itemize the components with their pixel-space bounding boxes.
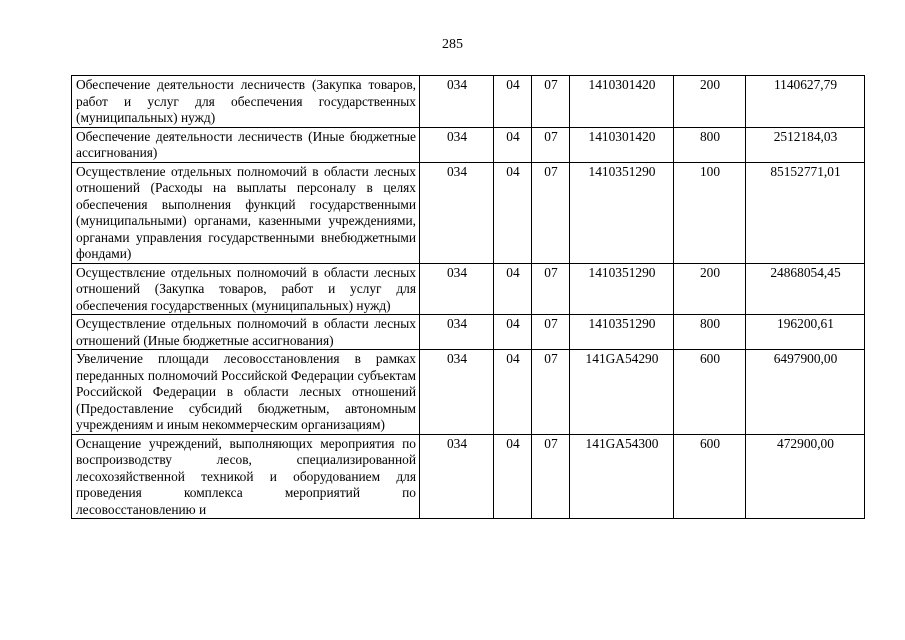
row-target-article: 1410351290 <box>570 315 674 350</box>
row-subsection-code: 07 <box>532 76 570 128</box>
row-amount: 85152771,01 <box>746 162 865 263</box>
row-grbs-code: 034 <box>420 162 494 263</box>
table-row <box>72 315 865 350</box>
row-grbs-code: 034 <box>420 127 494 162</box>
row-subsection-code: 07 <box>532 162 570 263</box>
table-row <box>72 434 865 519</box>
row-section-code: 04 <box>494 315 532 350</box>
row-subsection-code: 07 <box>532 315 570 350</box>
table-row <box>72 263 865 315</box>
row-target-article: 1410301420 <box>570 76 674 128</box>
table-row <box>72 162 865 263</box>
budget-table <box>71 75 865 519</box>
row-expense-type: 600 <box>674 350 746 435</box>
row-target-article: 1410351290 <box>570 263 674 315</box>
row-amount: 24868054,45 <box>746 263 865 315</box>
row-expense-type: 200 <box>674 76 746 128</box>
row-description: Осуществление отдельных полномочий в области лесных отношений (Иные бюджетные ассигнования) <box>72 315 420 350</box>
row-grbs-code: 034 <box>420 350 494 435</box>
row-description: Оснащение учреждений, выполняющих мероприятия по воспроизводству лесов, специализированной лесохозяйственной техникой и оборудованием для проведения комплекса мероприятий по лесовосстановлению и <box>72 434 420 519</box>
row-expense-type: 100 <box>674 162 746 263</box>
row-section-code: 04 <box>494 127 532 162</box>
row-description: Осуществлєние отдельных полномочий в области лесных отношений (Закупка товаров, работ и услуг для обеспечения государственных (муниципальных) нужд) <box>72 263 420 315</box>
row-expense-type: 800 <box>674 315 746 350</box>
row-expense-type: 200 <box>674 263 746 315</box>
row-amount: 2512184,03 <box>746 127 865 162</box>
row-grbs-code: 034 <box>420 434 494 519</box>
table-row <box>72 350 865 435</box>
row-target-article: 141GA54300 <box>570 434 674 519</box>
row-grbs-code: 034 <box>420 76 494 128</box>
row-amount: 6497900,00 <box>746 350 865 435</box>
row-target-article: 1410301420 <box>570 127 674 162</box>
row-section-code: 04 <box>494 263 532 315</box>
row-target-article: 1410351290 <box>570 162 674 263</box>
row-section-code: 04 <box>494 434 532 519</box>
row-subsection-code: 07 <box>532 263 570 315</box>
row-amount: 472900,00 <box>746 434 865 519</box>
row-target-article: 141GA54290 <box>570 350 674 435</box>
table-row <box>72 76 865 128</box>
row-grbs-code: 034 <box>420 315 494 350</box>
row-expense-type: 600 <box>674 434 746 519</box>
row-section-code: 04 <box>494 350 532 435</box>
row-amount: 196200,61 <box>746 315 865 350</box>
row-expense-type: 800 <box>674 127 746 162</box>
page-number: 285 <box>442 37 463 52</box>
row-section-code: 04 <box>494 76 532 128</box>
table-row <box>72 127 865 162</box>
row-grbs-code: 034 <box>420 263 494 315</box>
row-subsection-code: 07 <box>532 434 570 519</box>
row-description: Обеспечение деятельности лесничеств (Иные бюджетные ассигнования) <box>72 127 420 162</box>
row-section-code: 04 <box>494 162 532 263</box>
row-description: Осуществление отдельных полномочий в области лесных отношений (Расходы на выплаты персоналу в целях обеспечения выполнения функций государственными (муниципальными) органами, казенными учреждениями, органами управления государственными внебюджетными фондами) <box>72 162 420 263</box>
row-description: Обеспечение деятельности лесничеств (Закупка товаров, работ и услуг для обеспечения государственных (муниципальных) нужд) <box>72 76 420 128</box>
row-amount: 1140627,79 <box>746 76 865 128</box>
row-description: Увеличение площади лесовосстановления в рамках переданных полномочий Российской Федерации субъектам Российской Федерации в области лесных отношений (Предоставление субсидий бюджетным, автономным учреждениям и иным некоммерческим организациям) <box>72 350 420 435</box>
row-subsection-code: 07 <box>532 127 570 162</box>
row-subsection-code: 07 <box>532 350 570 435</box>
